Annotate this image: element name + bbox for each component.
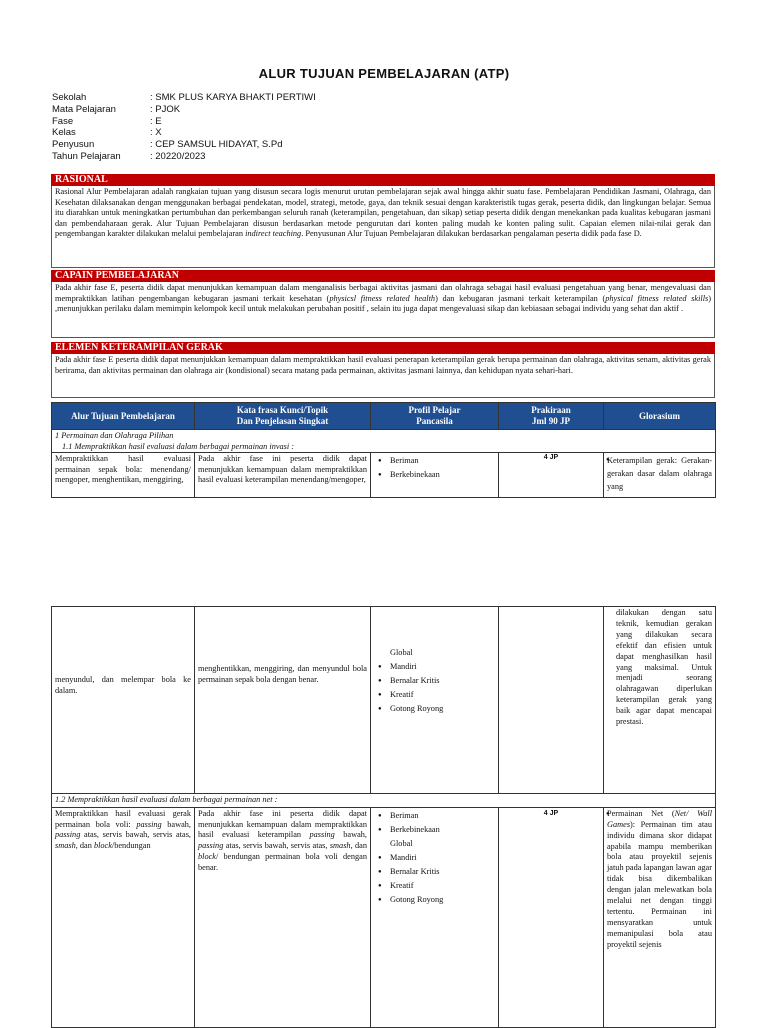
profil-list (374, 851, 495, 907)
atp-table-continued (51, 606, 716, 1028)
profil-list (374, 809, 495, 837)
list-item: ● Berkebinekaan (390, 468, 495, 482)
glosarium-italic: Net/ Wall Games (607, 808, 713, 829)
column-header: Prakiraan Jml 90 JP (499, 403, 604, 430)
kata-text-italic: passing (198, 841, 224, 851)
meta-label: Tahun Pelajaran (52, 150, 121, 162)
atp-text-italic: passing (136, 819, 162, 829)
kata-text-part: Pada akhir fase ini peserta didik dapat menunjukkan kemampuan dalam mempraktikkan hasil evaluasi keterampilan (198, 808, 367, 840)
rasional-text-part: Rasional Alur Pembelajaran adalah rangkaian tujuan yang disusun secara logis menurut urutan pembelajaran sejak awal hingga akhir suatu fase. Pembelajaran Pendidikan Jasmani, Olahraga, dan Kesehatan dilaksanakan dengan menggunakan berbagai pendekatan, model, strategi, metode, gaya, dan teknik sesuai dengan karakteristik tugas gerak, peserta didik, dan lingkungan belajar. Semua itu diarahkan untuk meningkatkan pertumbuhan dan perkembangan seluruh ranah (keterampilan, pengetahuan, dan sikap) setiap peserta didik dengan menekankan pada kualitas kebugaran jasmani dan pembendaharaan gerak. Alur Tujuan Pembelajaran disusun berdasarkan metode pengurutan dari konten paling mudah ke konten paling sulit. Capaian elemen nilai-nilai gerak dan pengembangan karakter dilakukan melalui pembelajaran (55, 187, 711, 239)
kata-text-part: bawah, (334, 830, 367, 840)
atp-cell: Mempraktikkan hasil evaluasi permainan sepak bola: menendang/ mengoper, menghentikan, menggiring, (52, 453, 195, 498)
atp-text-italic: block (93, 841, 112, 851)
atp-table (51, 402, 716, 498)
atp-cell (52, 807, 195, 1027)
atp-text-part: /bendungan (111, 841, 151, 851)
profil-cell (371, 807, 499, 1027)
kata-text: menghentikkan, menggiring, dan menyundul bola permainan sepak bola dengan benar. (198, 664, 367, 685)
glosarium-text: Permainan Net ( (607, 808, 675, 818)
kata-hidden-text (198, 608, 367, 640)
profil-cell (371, 453, 499, 498)
meta-row (52, 116, 316, 128)
subsection-title: 1.1 Mempraktikkan hasil evaluasi dalam berbagai permainan invasi : (52, 441, 716, 453)
capaian-text (51, 282, 715, 338)
profil-plain: Global (390, 838, 413, 848)
glosarium-cell: dilakukan dengan satu teknik, kemudian gerakan yang dilakukan secara efektif dan efisien untuk dapat menghasilkan hasil yang maksimal. Untuk menjadi seorang olahragawan diperlukan keterampilan gerak yang baik agar dapat mencapai prestasi. (604, 607, 716, 794)
kata-cell (195, 607, 371, 794)
glosarium-cell (604, 453, 716, 498)
meta-row (52, 127, 316, 139)
glosarium-cell (604, 807, 716, 1027)
profil-list (374, 660, 495, 716)
table-row (52, 453, 716, 498)
meta-value: : PJOK (150, 103, 181, 115)
meta-label: Fase (52, 115, 74, 127)
kata-cell: Pada akhir fase ini peserta didik dapat menunjukkan kemampuan dalam mempraktikkan hasil evaluasi keterampilan menendang/mengoper, (195, 453, 371, 498)
table-header-row (52, 403, 716, 430)
list-item: ● Kreatif (390, 879, 495, 893)
profil-plain: Global (390, 648, 413, 657)
list-item: ● Mandiri (390, 851, 495, 865)
kata-text-part: , dan (350, 841, 367, 851)
kata-text-italic: block (198, 851, 216, 861)
meta-row (52, 104, 316, 116)
elemen-text: Pada akhir fase E peserta didik dapat menunjukkan kemampuan dalam mempraktikkan hasil evaluasi penerapan keterampilan gerak berupa permainan dan olahraga, aktivitas senam, aktivitas gerak berirama, dan aktivitas permainan dan olahraga air (kondisional) secara matang pada permainan, aktivitas jasmani lainnya, dan kehidupan nyata sehari-hari. (51, 354, 715, 398)
list-item: ● Gotong Royong (390, 702, 495, 716)
list-item: ● Mandiri (390, 660, 495, 674)
list-item: ● Kreatif (390, 688, 495, 702)
kata-text-italic: smash (329, 841, 351, 851)
rasional-text-italic: indirect teaching (245, 229, 302, 239)
atp-cell (52, 607, 195, 794)
meta-label: Kelas (52, 127, 76, 139)
glosarium-text: ): Permainan tim atau individu dimana skor didapat apabila mampu memberikan bola atau proyektil sejenis jatuh pada lapangan lawan agar tidak bisa dikembalikan dengan jalan melewatkan bola melalui net dengan tinggi tertentu. Permainan ini mensyaratkan untuk memanipulasi bola atau proyektil sejenis (607, 819, 712, 949)
capaian-heading: CAPAIN PEMBELAJARAN (51, 270, 715, 282)
rasional-text (51, 186, 715, 268)
section-title: 1 Permainan dan Olahraga Pilihan (52, 430, 716, 442)
capaian-text-italic: physical fitness related skills (605, 293, 709, 303)
atp-text-italic: smash (55, 841, 76, 851)
atp-text-italic: passing (55, 830, 81, 840)
atp-text: menyundul, dan melempar bola ke dalam. (55, 675, 191, 695)
rasional-text-part: . Penyusunan Alur Tujuan Pembelajaran dilakukan berdasarkan pengalaman peserta didik pada fase D. (301, 229, 642, 239)
meta-row (52, 92, 316, 104)
list-item: ● Bernalar Kritis (390, 674, 495, 688)
meta-value: : SMK PLUS KARYA BHAKTI PERTIWI (150, 92, 316, 103)
table-row (52, 807, 716, 1027)
jp-cell: 4 JP (499, 807, 604, 1027)
column-header: Alur Tujuan Pembelajaran (52, 403, 195, 430)
profil-list (374, 454, 495, 482)
kata-text-part: atas, servis bawah, servis atas, (223, 841, 330, 851)
meta-label: Mata Pelajaran (52, 103, 116, 115)
meta-value: : CEP SAMSUL HIDAYAT, S.Pd (150, 139, 283, 151)
column-header: Kata frasa Kunci/Topik Dan Penjelasan Singkat (195, 403, 371, 430)
meta-value: : X (150, 127, 162, 139)
jp-cell: 4 JP (499, 453, 604, 498)
list-item: ● Bernalar Kritis (390, 865, 495, 879)
kata-text-part: / bendungan permainan bola voli dengan benar. (198, 851, 367, 872)
document-meta (52, 92, 316, 163)
profil-cell (371, 607, 499, 794)
capaian-text-part: ) ,menunjukkan perilaku dalam memimpin kelompok kecil untuk melakukan perubahan positif , selain itu juga dapat mengevaluasi sikap dan kebiasaan sebagai individu yang sehat dan aktif . (55, 293, 711, 314)
meta-label: Sekolah (52, 92, 87, 103)
atp-text-part: bawah, (161, 819, 191, 829)
kata-cell (195, 807, 371, 1027)
list-item: ● Berkebinekaan (390, 823, 495, 837)
meta-row (52, 139, 316, 151)
meta-value: : 20220/2023 (150, 150, 206, 162)
page-title: ALUR TUJUAN PEMBELAJARAN (ATP) (258, 66, 510, 81)
atp-text-part: Mempraktikkan hasil evaluasi gerak permainan bola voli: (55, 808, 191, 829)
kata-text-italic: passing (309, 830, 335, 840)
capaian-text-italic: physicsl fitness related health (329, 293, 436, 303)
atp-text-part: atas, servis bawah, servis atas, (80, 830, 191, 840)
jp-cell (499, 607, 604, 794)
meta-row (52, 151, 316, 163)
column-header: Profil Pelajar Pancasila (371, 403, 499, 430)
glosarium-text: Keterampilan gerak: Gerakan-gerakan dasar dalam olahraga yang (607, 456, 712, 491)
list-item: ● Gotong Royong (390, 893, 495, 907)
capaian-text-part: ) dan kebugaran jasmani terkait keterampilan ( (435, 293, 606, 303)
meta-label: Penyusun (52, 139, 95, 151)
table-row (52, 607, 716, 794)
atp-text-part: , dan (75, 841, 94, 851)
rasional-heading: RASIONAL (51, 174, 715, 186)
elemen-heading: ELEMEN KETERAMPILAN GERAK (51, 342, 715, 354)
list-item: ● Beriman (390, 454, 495, 468)
list-item: ● Beriman (390, 809, 495, 823)
atp-hidden-text (55, 608, 191, 641)
capaian-text-part: Pada akhir fase E, peserta didik dapat menunjukkan kemampuan dalam menganalisis berbagai aktivitas jasmani dan olahraga sebagai hasil evaluasi pengetahuan yang benar, mengevaluasi dan mempraktikkan latihan pengembangan kebugaran jasmani terkait kesehatan ( (55, 283, 711, 303)
column-header: Glorasium (604, 403, 716, 430)
meta-value: : E (150, 115, 162, 127)
subsection-title: 1.2 Mempraktikkan hasil evaluasi dalam berbagai permainan net : (52, 794, 716, 808)
